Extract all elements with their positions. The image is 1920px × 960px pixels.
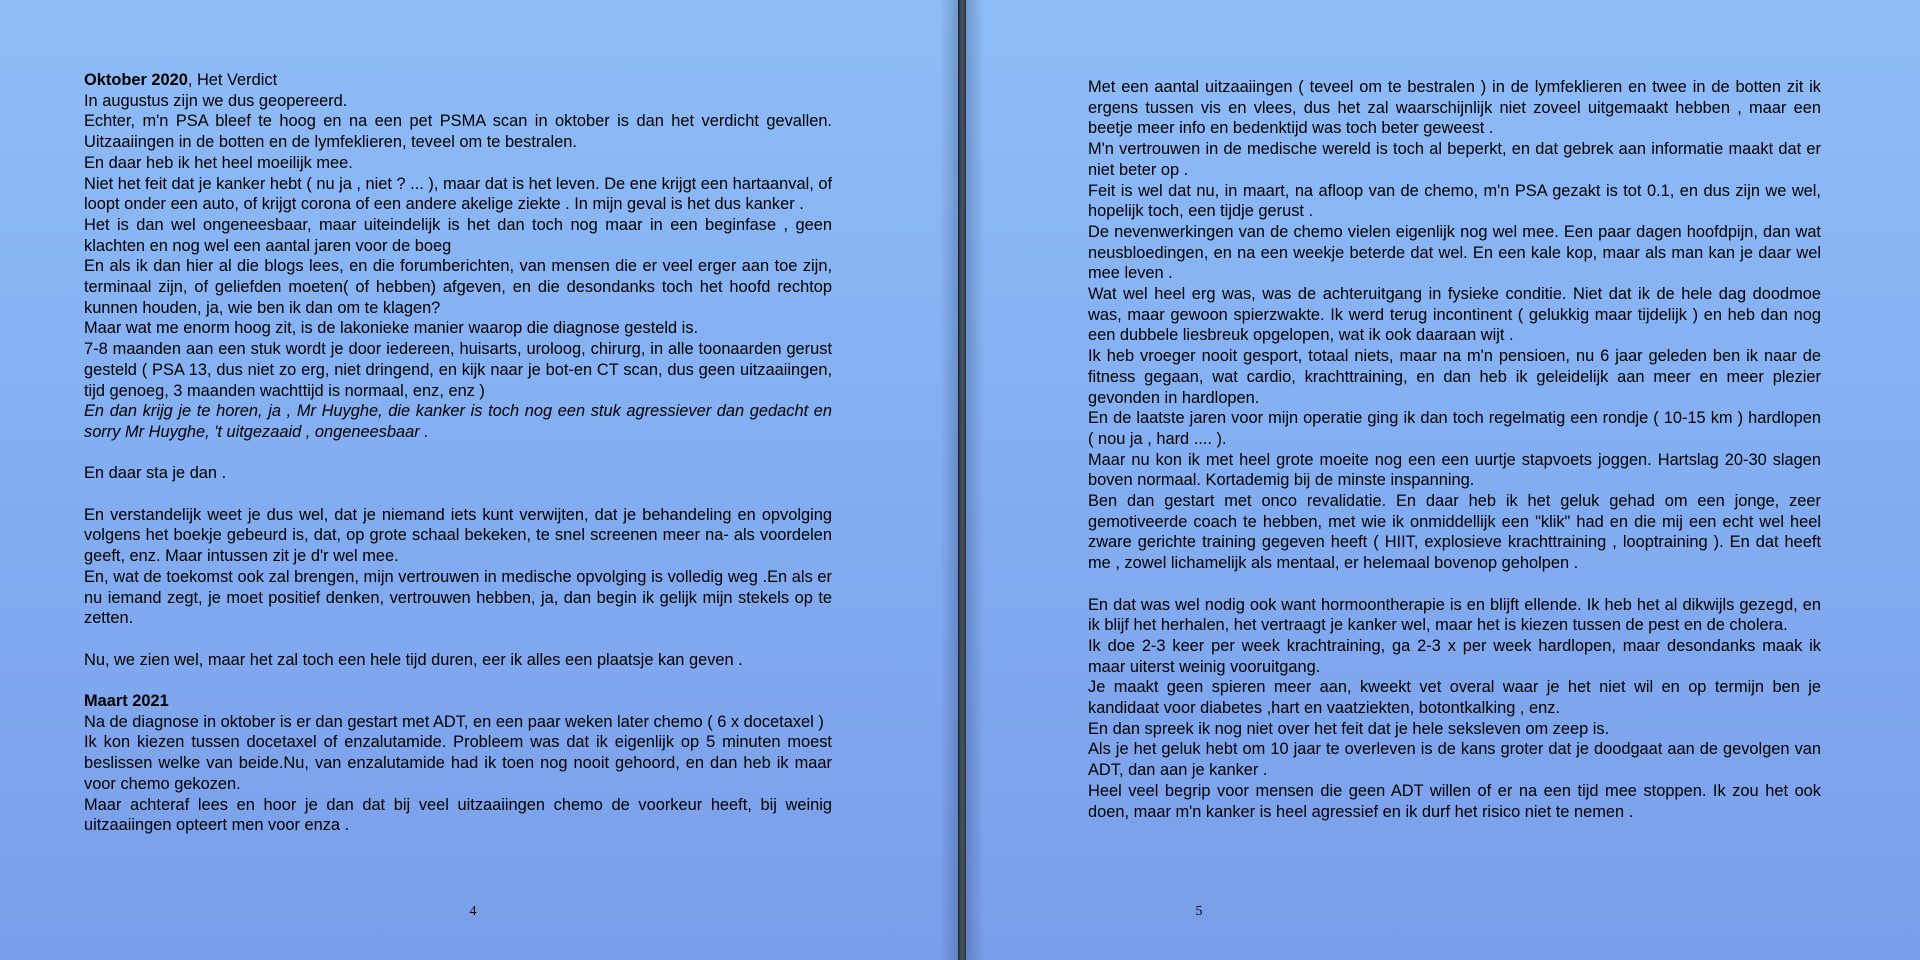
blank-line: [84, 484, 832, 505]
paragraph: Je maakt geen spieren meer aan, kweekt vet overal waar je het niet wil en op termijn ben je kandidaat voor diabetes ,hart en vaatziekten, botontkalking , enz.: [1088, 678, 1821, 718]
paragraph: Ik kon kiezen tussen docetaxel of enzalutamide. Probleem was dat ik eigenlijk op 5 minuten moest beslissen welke van beide.Nu, van enzalutamide had ik toen nog nooit gehoord, en dan heb ik maar voor chemo gekozen.: [84, 733, 832, 793]
paragraph: En daar heb ik het heel moeilijk mee.: [84, 153, 353, 172]
paragraph: Wat wel heel erg was, was de achteruitgang in fysieke conditie. Niet dat ik de hele dag doodmoe was, maar gewoon spierzwakte. Ik werd terug incontinent ( gelukkig maar tijdelijk ) en heb dan nog een dubbele liesbreuk opgelopen, wat ik ook daaraan wijt .: [1088, 285, 1821, 345]
paragraph-italic: En dan krijg je te horen, ja , Mr Huyghe, die kanker is toch nog een stuk agressiever dan gedacht en sorry Mr Huyghe, 't uitgezaaid , ongeneesbaar .: [84, 402, 832, 441]
paragraph: Nu, we zien wel, maar het zal toch een hele tijd duren, eer ik alles een plaatsje kan geven .: [84, 650, 743, 669]
paragraph: M'n vertrouwen in de medische wereld is toch al beperkt, en dat gebrek aan informatie maakt dat er niet beter op .: [1088, 140, 1821, 179]
right-page: [966, 0, 1920, 960]
paragraph: Maar achteraf lees en hoor je dan dat bij veel uitzaaiingen chemo de voorkeur heeft, bij weinig uitzaaiingen opteert men voor enza .: [84, 795, 832, 835]
blank-line: [84, 629, 832, 650]
blank-line: [84, 670, 832, 691]
right-page-text: [1088, 77, 1821, 822]
paragraph: Het is dan wel ongeneesbaar, maar uiteindelijk is het dan toch nog maar in een beginfase , geen klachten en nog wel een aantal jaren voor de boeg: [84, 215, 832, 255]
paragraph: En de laatste jaren voor mijn operatie ging ik dan toch regelmatig een rondje ( 10-15 km ) hardlopen ( nou ja , hard .... ).: [1088, 409, 1821, 448]
paragraph: Ik doe 2-3 keer per week krachtraining, ga 2-3 x per week hardlopen, maar desondanks maak ik maar uiterst weinig vooruitgang.: [1088, 636, 1821, 676]
paragraph: Maar nu kon ik met heel grote moeite nog een een uurtje stapvoets joggen. Hartslag 20-30 slagen boven normaal. Kortademig bij de minste inspanning.: [1088, 450, 1821, 490]
paragraph: En, wat de toekomst ook zal brengen, mijn vertrouwen in medische opvolging is volledig weg .En als er nu iemand zegt, je moet positief denken, vertrouwen hebben, ja, dan begin ik gelijk mijn stekels op te zetten.: [84, 567, 832, 628]
paragraph: Feit is wel dat nu, in maart, na afloop van de chemo, m'n PSA gezakt is tot 0.1, en dus zijn we wel, hopelijk toch, een tijdje gerust .: [1088, 181, 1821, 221]
paragraph: En dan spreek ik nog niet over het feit dat je hele seksleven om zeep is.: [1088, 719, 1610, 738]
paragraph: 7-8 maanden aan een stuk wordt je door iedereen, huisarts, uroloog, chirurg, in alle toonaarden gerust gesteld ( PSA 13, dus niet zo erg, niet dringend, en kijk naar je bot-en CT scan, dus geen uitzaaiingen, tijd genoeg, 3 maanden wachttijd is normaal, enz, enz ): [84, 340, 832, 400]
blank-line: [1088, 574, 1821, 595]
left-page: [0, 0, 958, 960]
paragraph: In augustus zijn we dus geopereerd.: [84, 91, 348, 110]
page-number: 4: [469, 904, 477, 919]
paragraph: Als je het geluk hebt om 10 jaar te overleven is de kans groter dat je doodgaat aan de gevolgen van ADT, dan aan je kanker .: [1088, 740, 1821, 780]
paragraph: En daar sta je dan .: [84, 464, 227, 483]
blank-line: [84, 443, 832, 464]
paragraph: Niet het feit dat je kanker hebt ( nu ja , niet ? ... ), maar dat is het leven. De ene krijgt een hartaanval, of loopt onder een auto, of krijgt corona of een andere akelige ziekte . In mijn geval is het dus kanker .: [84, 174, 833, 214]
section-heading-maart: Maart 2021: [84, 692, 169, 711]
paragraph: De nevenwerkingen van de chemo vielen eigenlijk nog wel mee. Een paar dagen hoofdpijn, dan wat neusbloedingen, en na een weekje beterde dat wel. En een kale kop, maar als man kan je daar wel mee leven .: [1088, 222, 1821, 283]
paragraph: Echter, m'n PSA bleef te hoog en na een pet PSMA scan in oktober is dan het verdicht gevallen. Uitzaaiingen in de botten en de lymfeklieren, teveel om te bestralen.: [84, 112, 832, 152]
paragraph: En dat was wel nodig ook want hormoontherapie is en blijft ellende. Ik heb het al dikwijls gezegd, en ik blijf het herhalen, het vertraagt je kanker wel, maar het is kiezen tussen de pest en de cholera.: [1088, 595, 1821, 635]
section-heading-oktober: [84, 70, 832, 91]
paragraph: En verstandelijk weet je dus wel, dat je niemand iets kunt verwijten, dat je behandeling en opvolging volgens het boekje gebeurd is, dat, op grote schaal bekeken, te snel screenen meer na- als voordelen geeft, enz. Maar intussen zit je d'r wel mee.: [84, 505, 832, 566]
page-number: 5: [1195, 904, 1203, 919]
paragraph: Met een aantal uitzaaiingen ( teveel om te bestralen ) in de lymfeklieren en twee in de botten zit ik ergens tussen vis en vlees, dus het zal waarschijnlijk niet zoveel uitgemaakt hebben , maar een beetje meer info en bedenktijd was toch beter geweest .: [1088, 78, 1821, 138]
heading-date: Oktober 2020: [84, 71, 188, 89]
paragraph: Heel veel begrip voor mensen die geen ADT willen of er na een tijd mee stoppen. Ik zou het ook doen, maar m'n kanker is heel agressief en ik durf het risico niet te nemen .: [1088, 781, 1821, 821]
paragraph: Ik heb vroeger nooit gesport, totaal niets, maar na m'n pensioen, nu 6 jaar geleden ben ik naar de fitness gegaan, wat cardio, krachttraining, en dan heb ik geleidelijk aan meer en meer plezier gevonden in hardlopen.: [1088, 347, 1821, 407]
book-gutter: [958, 0, 966, 960]
paragraph: Maar wat me enorm hoog zit, is de lakonieke manier waarop die diagnose gesteld is.: [84, 319, 699, 338]
paragraph: Na de diagnose in oktober is er dan gestart met ADT, en een paar weken later chemo ( 6 x docetaxel ): [84, 712, 824, 731]
paragraph: En als ik dan hier al die blogs lees, en die forumberichten, van mensen die er veel erger aan toe zijn, terminaal zijn, of geliefden moeten( of hebben) afgeven, en die desondanks toch het hoofd rechtop kunnen houden, ja, wie ben ik dan om te klagen?: [84, 257, 832, 317]
left-page-text: [84, 70, 832, 836]
paragraph: Ben dan gestart met onco revalidatie. En daar heb ik het geluk gehad om een jonge, zeer gemotiveerde coach te hebben, met wie ik onmiddellijk een "klik" had en die mij een echt wel heel zware gerichte training gegeven heeft ( HIIT, explosieve krachttraining , looptraining ). En dat heeft me , zowel lichamelijk als mentaal, er helemaal bovenop geholpen .: [1088, 492, 1821, 573]
heading-title: , Het Verdict: [187, 71, 278, 89]
